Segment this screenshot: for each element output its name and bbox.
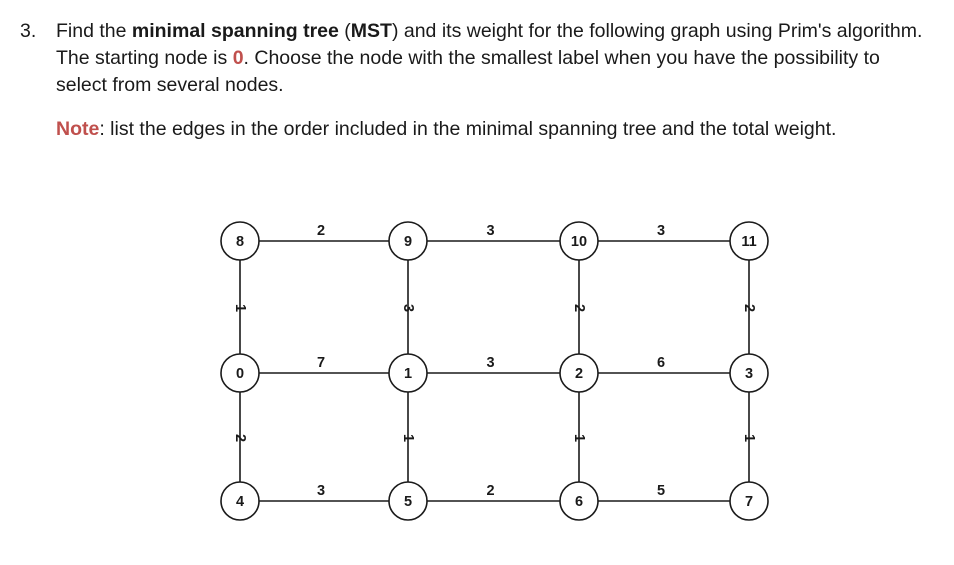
- edge-n8-n9: [240, 223, 408, 241]
- node-label: 10: [570, 234, 588, 250]
- edge-n4-n5: [240, 483, 408, 501]
- node-label: 11: [741, 234, 757, 250]
- edge-n6-n7: [579, 483, 749, 501]
- node-7: [730, 482, 768, 520]
- node-label: 5: [403, 494, 413, 510]
- edge-weight-label: 6: [656, 355, 666, 371]
- node-5: [389, 482, 427, 520]
- edge-weight-label: 3: [656, 223, 666, 239]
- node-8: [221, 222, 259, 260]
- node-9: [389, 222, 427, 260]
- edge-weight-label: 2: [741, 303, 757, 313]
- note-label: Note: [56, 118, 100, 140]
- edge-weight-label: 3: [316, 483, 326, 499]
- node-10: [560, 222, 598, 260]
- node-2: [560, 354, 598, 392]
- edge-weight-label: 1: [571, 433, 587, 443]
- edge-n2-n3: [579, 355, 749, 373]
- question-text-part: ) and its weight for the following graph using Prim's algorithm. The starting node is: [56, 20, 923, 69]
- node-3: [730, 354, 768, 392]
- node-0: [221, 354, 259, 392]
- node-label: 9: [403, 234, 413, 250]
- node-label: 1: [403, 366, 413, 382]
- note-text: : list the edges in the order included in the minimal spanning tree and the total weight.: [99, 118, 837, 140]
- question-text-part: Find the: [56, 20, 132, 42]
- question-text-part: (: [338, 20, 351, 42]
- question-number: 3.: [20, 20, 37, 42]
- node-label: 3: [744, 366, 754, 382]
- term-mst: minimal spanning tree: [131, 20, 339, 42]
- edge-weight-label: 2: [486, 483, 495, 499]
- node-label: 8: [235, 234, 245, 250]
- edge-weight-label: 1: [232, 303, 248, 313]
- edge-n9-n10: [408, 223, 579, 241]
- edge-weight-label: 3: [486, 355, 495, 371]
- edge-weight-label: 7: [316, 355, 326, 371]
- edge-weight-label: 3: [400, 303, 416, 313]
- node-4: [221, 482, 259, 520]
- edge-n10-n11: [579, 223, 749, 241]
- edge-weight-label: 2: [232, 433, 248, 443]
- edge-n1-n2: [408, 355, 579, 373]
- node-label: 7: [744, 494, 754, 510]
- node-label: 6: [574, 494, 584, 510]
- node-1: [389, 354, 427, 392]
- edge-n5-n6: [408, 483, 579, 501]
- node-6: [560, 482, 598, 520]
- node-11: [730, 222, 768, 260]
- edge-weight-label: 2: [316, 223, 326, 239]
- edge-weight-label: 5: [656, 483, 666, 499]
- edge-n0-n1: [240, 355, 408, 373]
- start-node-label: 0: [232, 47, 244, 69]
- question-text-part: . Choose the node with the smallest label when you have the possibility to select from several nodes.: [56, 47, 880, 96]
- node-label: 4: [235, 494, 245, 510]
- node-label: 2: [574, 366, 584, 382]
- edge-weight-label: 1: [741, 433, 757, 443]
- edge-weight-label: 1: [400, 433, 416, 443]
- edge-weight-label: 3: [486, 223, 495, 239]
- edge-weight-label: 2: [571, 303, 587, 313]
- term-mst-abbrev: MST: [350, 20, 392, 42]
- node-label: 0: [235, 366, 245, 382]
